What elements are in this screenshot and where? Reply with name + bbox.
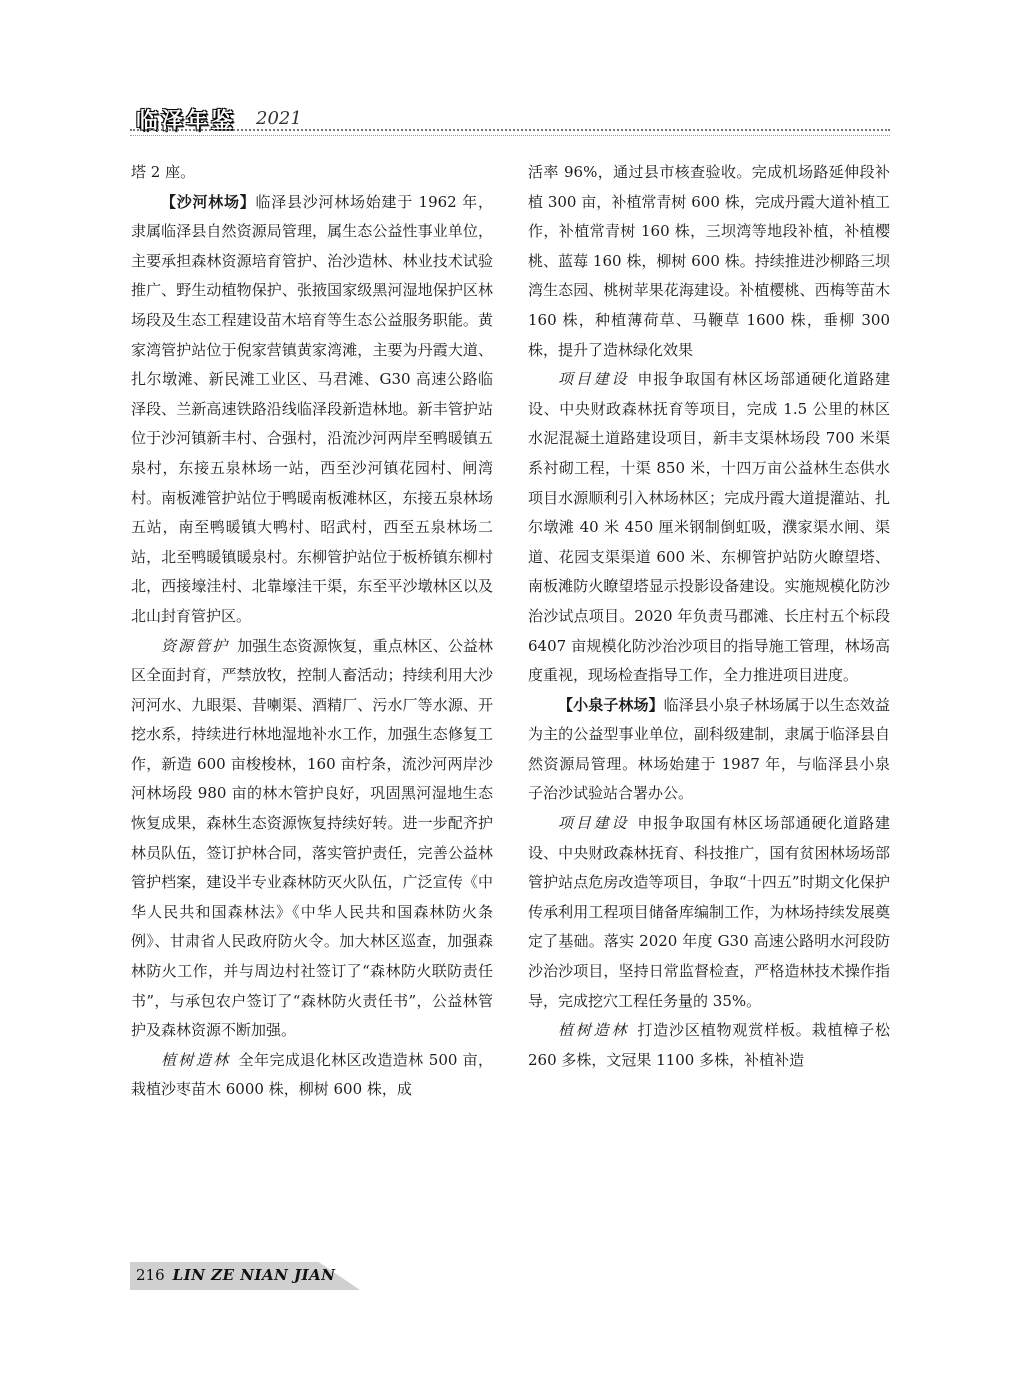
section-heading: 【小泉子林场】 [558,695,664,714]
paragraph [528,809,890,1016]
right-column [528,158,890,1075]
page-footer [130,1262,392,1290]
page-number: 216 [136,1266,165,1284]
paragraph [528,1016,890,1075]
paragraph [131,632,493,1046]
paragraph-text: 打造沙区植物观赏样板。栽植樟子松 260 多株，文冠果 1100 多株，补植补造 [528,1021,890,1069]
subsection-keyword: 资源管护 [161,636,230,655]
paragraph-text: 活率 96%，通过县市核查验收。完成机场路延伸段补植 300 亩，补植常青树 600 株，完成丹霞大道补植工作，补植常青树 160 株，三坝湾等地段补植，补植樱桃、蓝莓 160 株，柳树 600 株。持续推进沙柳路三坝湾生态园、桃树苹果花海建设。补植樱桃、西梅等苗木 160 株，种植薄荷草、马鞭草 1600 株，垂柳 300 株，提升了造林绿化效果 [528,163,890,359]
left-column [131,158,493,1105]
subsection-keyword: 植树造林 [161,1050,231,1069]
paragraph [131,1046,493,1105]
subsection-keyword: 项目建设 [558,370,630,389]
page-header [130,100,890,136]
paragraph-text: 申报争取国有林区场部通硬化道路建设、中央财政森林抚育等项目，完成 1.5 公里的林区水泥混凝土道路建设项目，新丰支渠林场段 700 米渠系衬砌工程，十渠 850 米，十四万亩公益林生态供水项目水源顺利引入林场林区；完成丹霞大道提灌站、扎尔墩滩 40 米 450 厘米钢制倒虹吸，濮家渠水闸、渠道、花园支渠渠道 600 米、东柳管护站防火瞭望塔、南板滩防火瞭望塔显示投影设备建设。实施规模化防沙治沙试点项目。2020 年负责马郡滩、长庄村五个标段 6407 亩规模化防沙治沙项目的指导施工管理，林场高度重视，现场检查指导工作，全力推进项目进度。 [528,370,890,685]
paragraph-text: 临泽县小泉子林场属于以生态效益为主的公益型事业单位，副科级建制，隶属于临泽县自然资源局管理。林场始建于 1987 年，与临泽县小泉子治沙试验站合署办公。 [528,695,890,803]
paragraph [131,158,493,188]
paragraph-text: 临泽县沙河林场始建于 1962 年，隶属临泽县自然资源局管理，属生态公益性事业单位，主要承担森林资源培育管护、治沙造林、林业技术试验推广、野生动植物保护、张掖国家级黑河湿地保护区林场段及生态工程建设苗木培育等生态公益服务职能。黄家湾管护站位于倪家营镇黄家湾滩，主要为丹霞大道、扎尔墩滩、新民滩工业区、马君滩、G30 高速公路临泽段、兰新高速铁路沿线临泽段新造林地。新丰管护站位于沙河镇新丰村、合强村，沿流沙河两岸至鸭暖镇五泉村，东接五泉林场一站，西至沙河镇花园村、闸湾村。南板滩管护站位于鸭暖南板滩林区，东接五泉林场五站，南至鸭暖镇大鸭村、昭武村，西至五泉林场二站，北至鸭暖镇暖泉村。东柳管护站位于板桥镇东柳村北，西接壕洼村、北靠壕洼干渠，东至平沙墩林区以及北山封育管护区。 [131,192,493,625]
header-rule [130,129,890,136]
yearbook-name: LIN ZE NIAN JIAN [172,1266,336,1284]
paragraph-text: 全年完成退化林区改造造林 500 亩，栽植沙枣苗木 6000 株，柳树 600 株，成 [131,1050,493,1099]
subsection-keyword: 植树造林 [558,1021,630,1040]
paragraph-text: 加强生态资源恢复，重点林区、公益林区全面封育，严禁放牧，控制人畜活动；持续利用大沙河河水、九眼渠、昔喇渠、酒精厂、污水厂等水源、开挖水系，持续进行林地湿地补水工作，加强生态修复工作，新造 600 亩梭梭林，160 亩柠条，流沙河两岸沙河林场段 980 亩的林木管护良好，巩固黑河湿地生态恢复成果，森林生态资源恢复持续好转。进一步配齐护林员队伍，签订护林合同，落实管护责任，完善公益林管护档案，建设半专业森林防灭火队伍，广泛宣传《中华人民共和国森林法》《中华人民共和国森林防火条例》、甘肃省人民政府防火令。加大林区巡查，加强森林防火工作，并与周边村社签订了“森林防火联防责任书”，与承包农户签订了“森林防火责任书”，公益林管护及森林资源不断加强。 [131,636,493,1040]
paragraph [528,365,890,691]
paragraph [131,188,493,632]
paragraph [528,691,890,809]
paragraph-text: 塔 2 座。 [131,163,196,181]
paragraph-text: 申报争取国有林区场部通硬化道路建设、中央财政森林抚育、科技推广，国有贫困林场场部管护站点危房改造等项目，争取“十四五”时期文化保护传承利用工程项目储备库编制工作，为林场持续发展奠定了基础。落实 2020 年度 G30 高速公路明水河段防沙治沙项目，坚持日常监督检查，严格造林技术操作指导，完成挖穴工程任务量的 35%。 [528,814,890,1010]
yearbook-year: 2021 [256,108,302,129]
subsection-keyword: 项目建设 [558,814,630,833]
yearbook-title: 临泽年鉴 [136,109,237,134]
section-heading: 【沙河林场】 [161,192,256,211]
paragraph [528,158,890,365]
footer-text [136,1266,336,1284]
